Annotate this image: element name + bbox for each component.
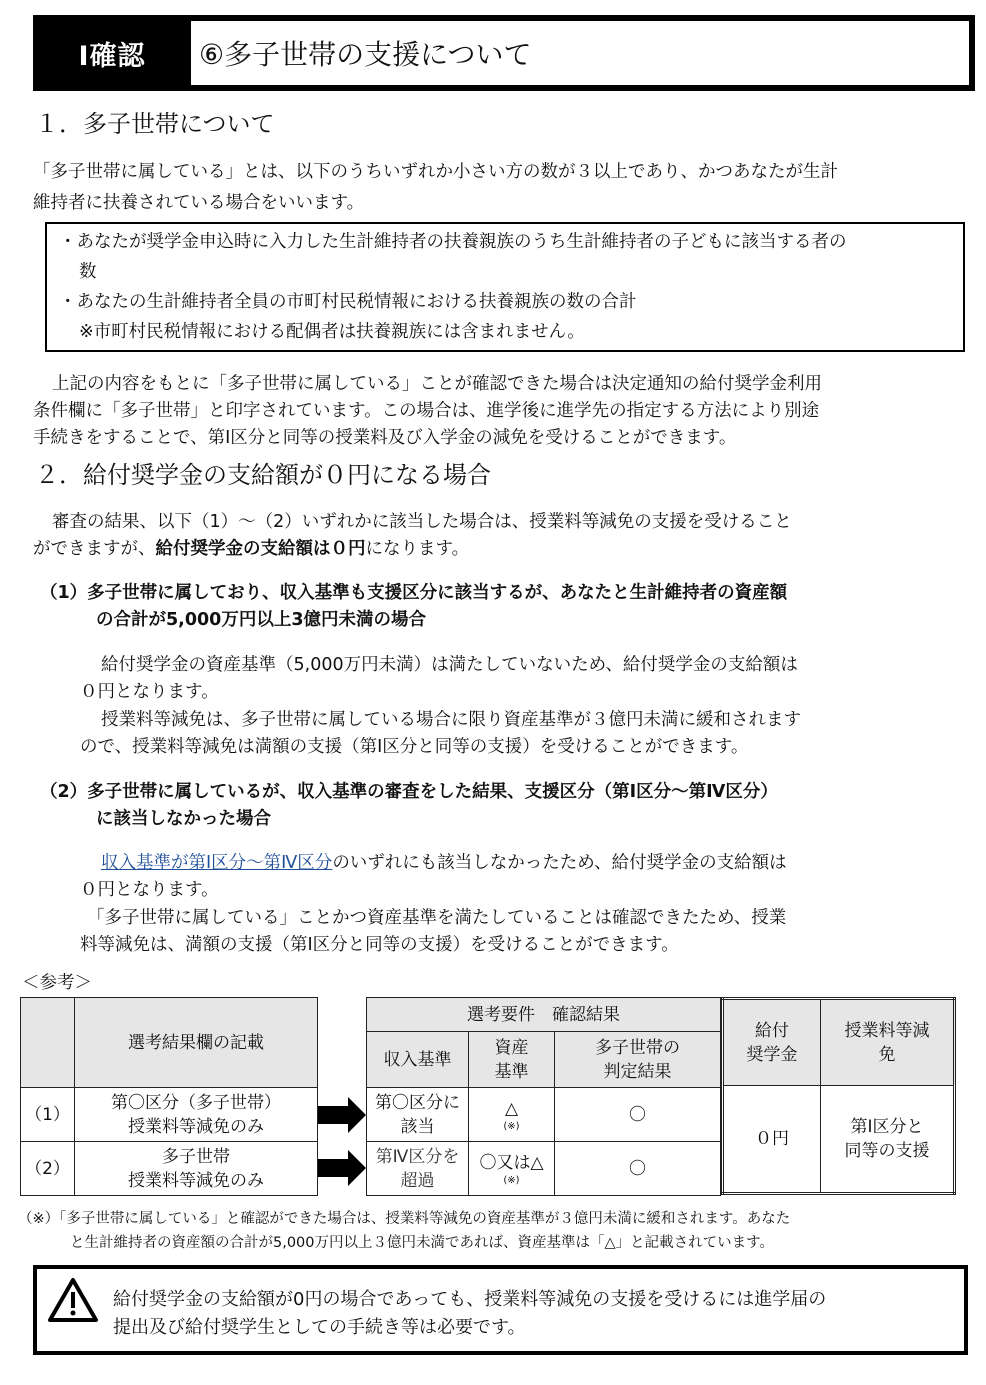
section2-heading: ２．給付奨学金の支給額が０円になる場合 [35, 461, 491, 489]
cell-line: 該当 [400, 1116, 435, 1137]
cell-line: 第Ⅳ区分を [375, 1146, 460, 1167]
table-row [21, 1088, 318, 1142]
case1-heading-line: の合計が5,000万円以上3億円未満の場合 [96, 610, 427, 630]
section1-intro-line: 維持者に扶養されている場合をいいます。 [33, 193, 365, 213]
table-row [21, 1142, 318, 1196]
arrow-right-icon [318, 1150, 366, 1186]
header-line: 資産 [494, 1037, 529, 1058]
benefit-value: ０円 [723, 1086, 821, 1194]
selection-result-cell [75, 1088, 318, 1142]
asset-note: (※) [503, 1120, 520, 1132]
warning-box [33, 1265, 968, 1355]
case2-body-rest: のいずれにも該当しなかったため、給付奨学金の支給額は [332, 853, 787, 873]
page-header [33, 15, 975, 91]
section1-intro-line: 「多子世帯に属している」とは、以下のうちいずれか小さい方の数が３以上であり、かつあなたが生計 [33, 162, 838, 182]
selection-result-table [20, 997, 318, 1196]
multi-cell: 〇 [555, 1142, 721, 1196]
income-criteria-link[interactable]: 収入基準が第Ⅰ区分～第Ⅳ区分 [101, 853, 333, 873]
intro-plain: ができますが、 [33, 539, 156, 559]
header-tag: Ⅰ確認 [78, 40, 146, 72]
warning-line: 給付奨学金の支給額が0円の場合であっても、授業料等減免の支援を受けるには進学届の [113, 1289, 827, 1310]
section1-para-line: 上記の内容をもとに「多子世帯に属している」ことが確認できた場合は決定通知の給付奨学金利用 [52, 374, 822, 394]
case2-heading-line: に該当しなかった場合 [96, 809, 271, 829]
benefit-header [723, 999, 821, 1086]
case1-body-line: ので、授業料等減免は満額の支援（第Ⅰ区分と同等の支援）を受けることができます。 [80, 737, 749, 757]
income-cell [367, 1142, 469, 1196]
reference-label: ＜参考＞ [22, 973, 92, 993]
section1-para-line: 条件欄に「多子世帯」と印字されています。この場合は、進学後に進学先の指定する方法により別途 [33, 401, 820, 421]
multi-cell: 〇 [555, 1088, 721, 1142]
warning-triangle-icon [47, 1277, 99, 1323]
section2-intro-line: 審査の結果、以下（1）～（2）いずれかに該当した場合は、授業料等減免の支援を受けること [52, 512, 792, 532]
box-line: ・あなたが奨学金申込時に入力した生計維持者の扶養親族のうち生計維持者の子どもに該当する者の [59, 232, 847, 252]
blank-header-cell [21, 998, 75, 1088]
asset-value: △ [504, 1098, 519, 1119]
case2-heading-line: （2）多子世帯に属しているが、収入基準の審査をした結果、支援区分（第Ⅰ区分～第Ⅳ区分） [40, 782, 778, 802]
tuition-value [821, 1086, 955, 1194]
warning-line: 提出及び給付奨学生としての手続き等は必要です。 [113, 1317, 526, 1338]
cell-line: 第〇区分（多子世帯） [111, 1092, 281, 1113]
header-line: 判定結果 [603, 1061, 672, 1082]
page-title: ⑥多子世帯の支援について [191, 21, 969, 85]
definition-box [45, 222, 965, 352]
cell-line: 同等の支援 [844, 1141, 930, 1161]
case2-body-line: ０円となります。 [80, 880, 219, 900]
case2-body-line: 料等減免は、満額の支援（第Ⅰ区分と同等の支援）を受けることができます。 [80, 935, 679, 955]
asset-cell [469, 1142, 555, 1196]
table-row [367, 1088, 721, 1142]
requirements-table [366, 997, 721, 1196]
arrow-right-icon [318, 1097, 366, 1133]
intro-end: になります。 [365, 539, 470, 559]
row-number: （2） [21, 1142, 75, 1196]
asset-note: (※) [503, 1174, 520, 1186]
cell-line: 多子世帯 [162, 1146, 230, 1167]
footnote-line: （※）「多子世帯に属している」と確認ができた場合は、授業料等減免の資産基準が３億円未満に緩和されます。あなた [18, 1211, 791, 1227]
header-line: 多子世帯の [595, 1037, 680, 1058]
header-line: 基準 [494, 1061, 529, 1082]
asset-cell [469, 1088, 555, 1142]
case1-heading-line: （1）多子世帯に属しており、収入基準も支援区分に該当するが、あなたと生計維持者の資産額 [40, 583, 788, 603]
cell-line: 第〇区分に [375, 1092, 460, 1113]
section2-intro-line [33, 536, 469, 563]
income-cell [367, 1088, 469, 1142]
selection-result-cell [75, 1142, 318, 1196]
header-line: 給付 [755, 1020, 789, 1041]
multi-child-header [555, 1032, 721, 1088]
case1-body-line: 授業料等減免は、多子世帯に属している場合に限り資産基準が３億円未満に緩和されます [101, 710, 801, 730]
box-line: ※市町村民税情報における配偶者は扶養親族には含まれません。 [79, 322, 585, 342]
table-row [367, 1142, 721, 1196]
box-line: 数 [79, 262, 97, 282]
asset-criteria-header [469, 1032, 555, 1088]
asset-value: 〇又は△ [479, 1152, 544, 1173]
case2-body-line [101, 850, 787, 877]
section1-heading: １．多子世帯について [35, 110, 275, 138]
header-line: 授業料等減 [844, 1020, 930, 1041]
section1-para-line: 手続きをすることで、第Ⅰ区分と同等の授業料及び入学金の減免を受けることができます。 [33, 428, 737, 448]
header-line: 免 [878, 1044, 896, 1065]
outcome-table [721, 997, 956, 1195]
cell-line: 第Ⅰ区分と [850, 1117, 924, 1137]
cell-line: 授業料等減免のみ [128, 1116, 264, 1137]
row-number: （1） [21, 1088, 75, 1142]
cell-line: 超過 [400, 1170, 435, 1191]
intro-bold: 給付奨学金の支給額は０円 [155, 539, 366, 559]
requirements-group-header: 選考要件 確認結果 [367, 998, 721, 1032]
footnote-line: と生計維持者の資産額の合計が5,000万円以上３億円未満であれば、資産基準は「△」と記載されています。 [70, 1235, 774, 1251]
header-line: 奨学金 [746, 1044, 798, 1065]
income-criteria-header: 収入基準 [367, 1032, 469, 1088]
box-line: ・あなたの生計維持者全員の市町村民税情報における扶養親族の数の合計 [59, 292, 637, 312]
tuition-header [821, 999, 955, 1086]
case1-body-line: 給付奨学金の資産基準（5,000万円未満）は満たしていないため、給付奨学金の支給額は [101, 655, 798, 675]
selection-result-header: 選考結果欄の記載 [75, 998, 318, 1088]
case2-body-line: 「多子世帯に属している」ことかつ資産基準を満たしていることは確認できたため、授業 [87, 908, 787, 928]
cell-line: 授業料等減免のみ [128, 1170, 264, 1191]
case1-body-line: ０円となります。 [80, 682, 219, 702]
